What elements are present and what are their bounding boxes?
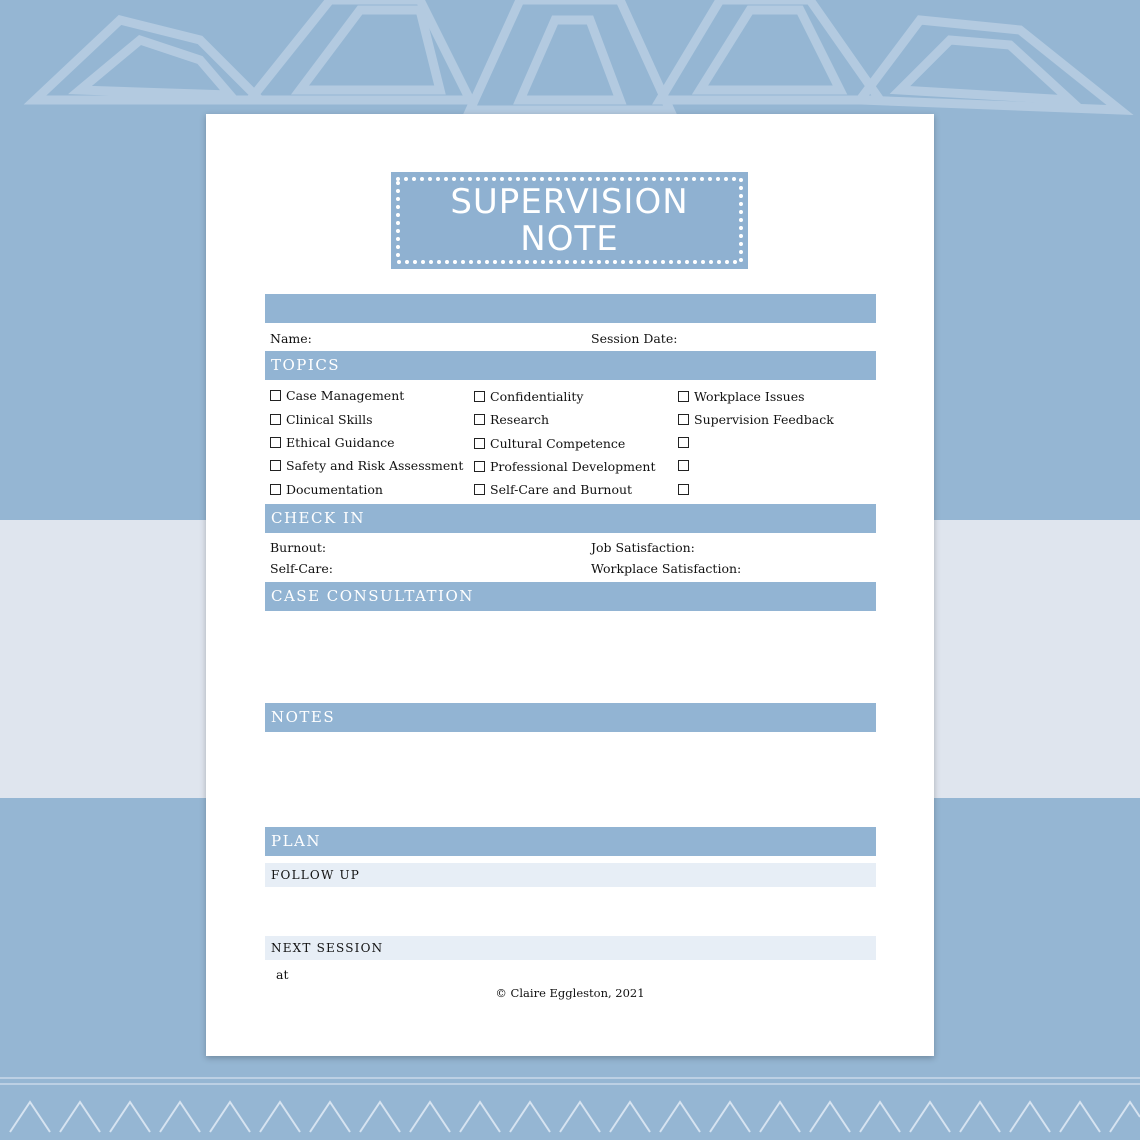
topic-item[interactable]: Documentation	[270, 482, 383, 498]
topic-item-blank[interactable]	[678, 435, 694, 451]
at-label: at	[276, 967, 289, 982]
plan-heading: PLAN	[265, 827, 876, 856]
topic-item[interactable]: Supervision Feedback	[678, 412, 834, 428]
checkbox-icon[interactable]	[270, 460, 281, 471]
notes-heading: NOTES	[265, 703, 876, 732]
checkbox-icon[interactable]	[270, 484, 281, 495]
topic-item[interactable]: Professional Development	[474, 459, 656, 475]
document-page	[206, 114, 934, 1056]
title-line-1: SUPERVISION	[450, 182, 689, 222]
checkbox-icon[interactable]	[678, 391, 689, 402]
checkbox-icon[interactable]	[678, 437, 689, 448]
topic-item[interactable]: Confidentiality	[474, 389, 583, 405]
topic-item[interactable]: Safety and Risk Assessment	[270, 458, 463, 474]
job-satisfaction-label: Job Satisfaction:	[591, 540, 695, 555]
name-label: Name:	[270, 331, 312, 346]
decorative-border-band	[0, 1072, 1140, 1140]
checkbox-icon[interactable]	[474, 438, 485, 449]
checkbox-icon[interactable]	[474, 484, 485, 495]
topic-item-blank[interactable]	[678, 458, 694, 474]
topics-heading: TOPICS	[265, 351, 876, 380]
topic-item[interactable]: Research	[474, 412, 549, 428]
follow-up-heading: FOLLOW UP	[265, 863, 876, 887]
self-care-label: Self-Care:	[270, 561, 333, 576]
burnout-label: Burnout:	[270, 540, 327, 555]
checkbox-icon[interactable]	[474, 414, 485, 425]
checkbox-icon[interactable]	[474, 391, 485, 402]
title-line-2: NOTE	[520, 219, 619, 259]
topic-item[interactable]: Case Management	[270, 388, 404, 404]
topic-item[interactable]: Cultural Competence	[474, 436, 625, 452]
header-blank-bar	[265, 294, 876, 323]
session-date-label: Session Date:	[591, 331, 678, 346]
copyright-footer: © Claire Eggleston, 2021	[495, 986, 645, 1000]
topic-item[interactable]: Workplace Issues	[678, 389, 805, 405]
check-in-heading: CHECK IN	[265, 504, 876, 533]
checkbox-icon[interactable]	[678, 484, 689, 495]
topic-item[interactable]: Ethical Guidance	[270, 435, 395, 451]
topic-item-blank[interactable]	[678, 482, 694, 498]
topic-item[interactable]: Clinical Skills	[270, 412, 373, 428]
checkbox-icon[interactable]	[270, 437, 281, 448]
case-consultation-heading: CASE CONSULTATION	[265, 582, 876, 611]
checkbox-icon[interactable]	[474, 461, 485, 472]
checkbox-icon[interactable]	[678, 414, 689, 425]
checkbox-icon[interactable]	[270, 414, 281, 425]
title-banner	[391, 172, 748, 269]
next-session-heading: NEXT SESSION	[265, 936, 876, 960]
workplace-satisfaction-label: Workplace Satisfaction:	[591, 561, 742, 576]
checkbox-icon[interactable]	[270, 390, 281, 401]
document-title	[391, 184, 748, 258]
checkbox-icon[interactable]	[678, 460, 689, 471]
topic-item[interactable]: Self-Care and Burnout	[474, 482, 632, 498]
